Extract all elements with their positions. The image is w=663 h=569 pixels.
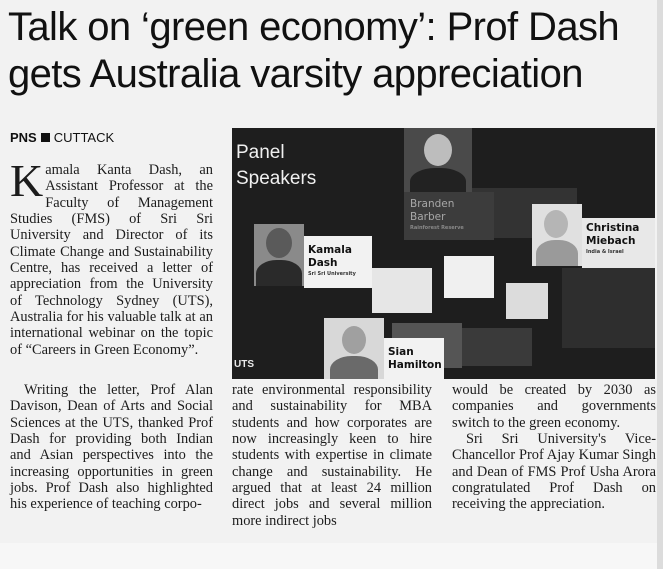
article-column-1-top xyxy=(10,155,213,358)
speaker-photo-branden xyxy=(404,128,472,192)
speaker-photo-sian xyxy=(324,318,384,379)
speaker-photo-kamala xyxy=(254,224,304,286)
article-paragraph-1: amala Kanta Dash, an Assistant Professor at the Faculty of Management Studies (FMS) of Sri Sri University and Director of its Climate Change and Sustainability Centre, has received a letter of appreciation from the University of Technology Sydney (UTS), Australia for his valuable talk at an international webinar on the topic of “Careers in Green Economy”. xyxy=(10,162,213,358)
grey-tile xyxy=(562,268,655,348)
square-bullet-icon xyxy=(41,133,50,142)
panel-title-line-1: Panel xyxy=(236,142,285,163)
article-paragraph-2-end: would be created by 2030 as companies and governments switch to the green economy. xyxy=(452,382,656,431)
white-tile xyxy=(372,268,432,313)
panel-speakers-title xyxy=(236,140,316,192)
headline-line-1: Talk on ‘green economy’: Prof Dash xyxy=(8,5,620,49)
speaker-name-branden: Branden Barber Rainforest Reserve xyxy=(410,198,464,231)
page-right-margin xyxy=(657,0,663,569)
drop-cap: K xyxy=(10,155,44,206)
article-column-3 xyxy=(452,382,656,513)
white-tile xyxy=(444,256,494,298)
speaker-name-kamala: Kamala Dash Sri Sri University xyxy=(308,244,356,277)
article-paragraph-2: Writing the letter, Prof Alan Davison, Dean of Arts and Social Sciences at the UTS, thanked Prof Dash for providing both Indian and Asian perspectives into the increasing opportunities in green jobs. Prof Dash also highlighted his experience of teaching corpo- xyxy=(10,382,213,513)
article-paragraph-2-cont: rate environmental responsibility and sustainability for MBA students and how corporates are now increasingly keen to hire students with expertise in climate change and sustainability. He argued that at least 24 million direct jobs and several million more indirect jobs xyxy=(232,382,432,529)
speaker-name-christina: Christina Miebach India & Israel xyxy=(586,222,640,255)
dateline-agency: PNS xyxy=(10,130,37,145)
headline xyxy=(8,4,658,98)
dateline-place: CUTTACK xyxy=(53,130,115,145)
panel-speakers-image xyxy=(232,128,655,379)
page-bottom-margin xyxy=(0,543,663,569)
article-paragraph-3: Sri Sri University's Vice-Chancellor Prof Ajay Kumar Singh and Dean of FMS Prof Usha Arora congratulated Prof Dash on receiving the appreciation. xyxy=(452,431,656,513)
headline-line-2: gets Australia varsity appreciation xyxy=(8,52,583,96)
article-column-2 xyxy=(232,382,432,529)
speaker-name-sian: Sian Hamilton xyxy=(388,346,442,371)
panel-title-line-2: Speakers xyxy=(236,168,317,189)
white-tile xyxy=(506,283,548,319)
dateline xyxy=(10,130,114,145)
uts-logo: UTS xyxy=(234,359,254,370)
speaker-photo-christina xyxy=(532,204,582,266)
article-column-1-bottom xyxy=(10,382,213,513)
grey-tile xyxy=(462,328,532,366)
